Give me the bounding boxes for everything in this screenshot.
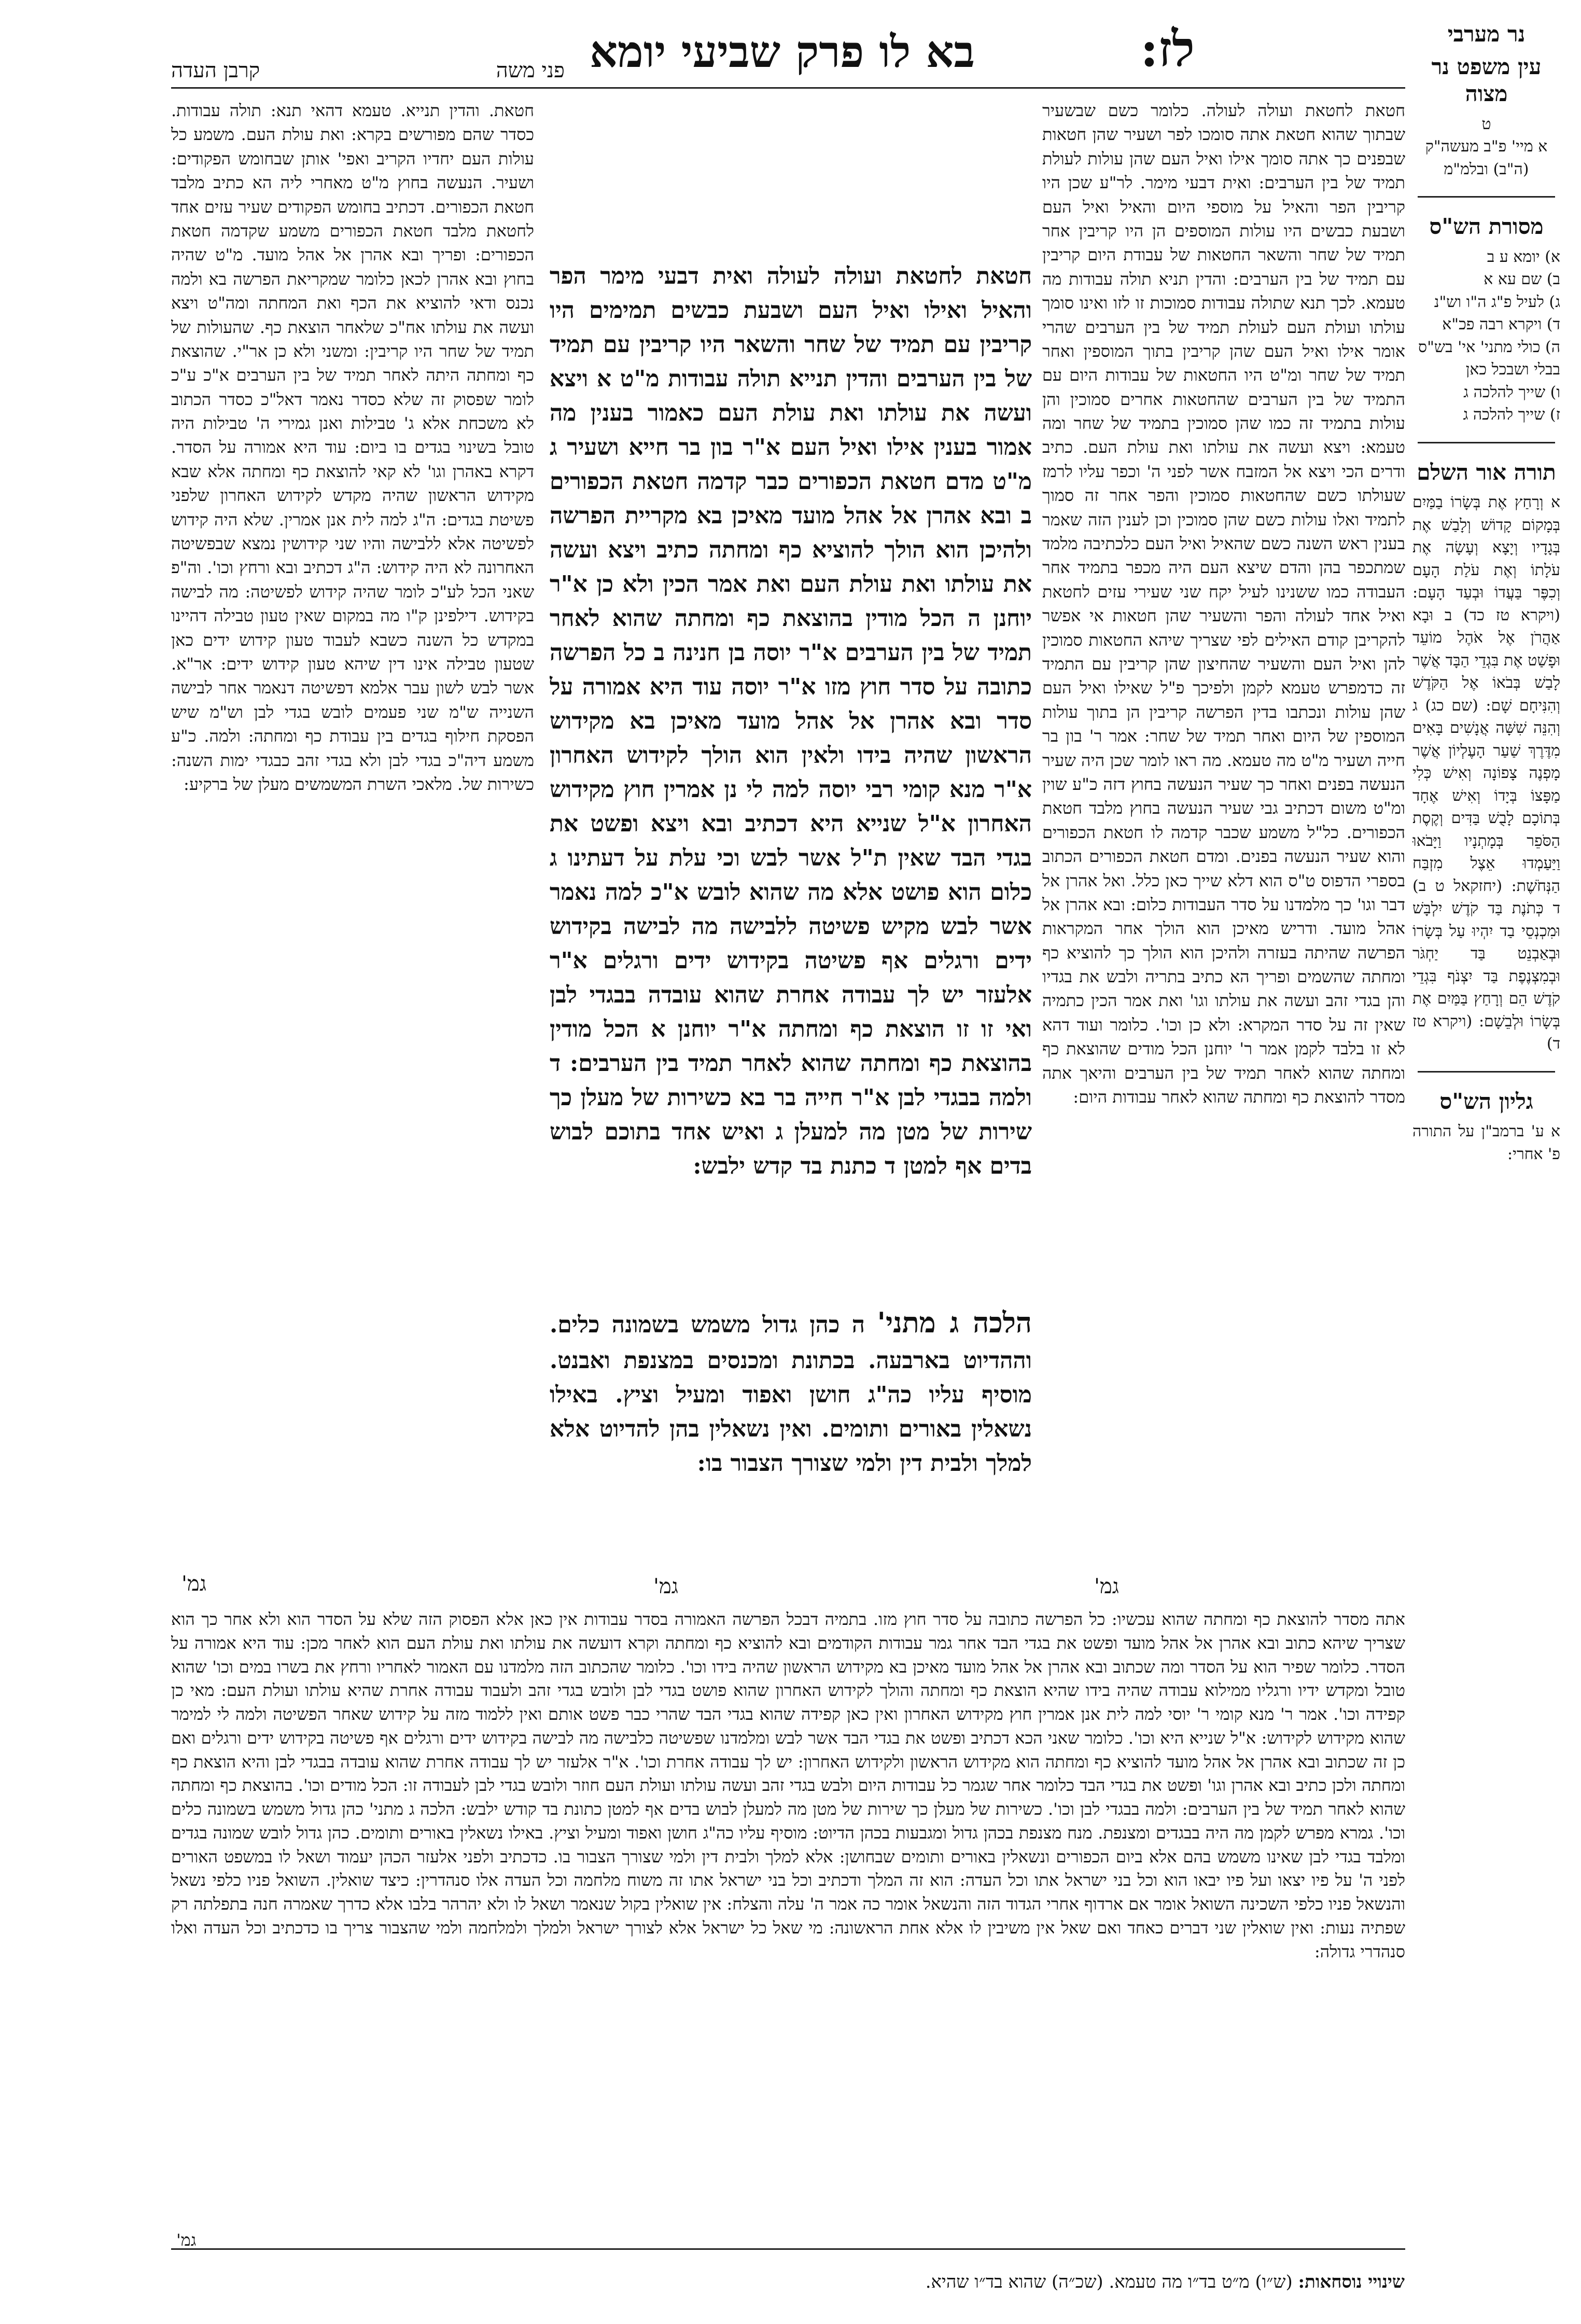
mishnah-text: ה כהן גדול משמש בשמונה כלים. וההדיוט בארבעה. בכתונת ומכנסים במצנפת ואבנט. מוסיף עליו כה"ג חושן ואפוד ומעיל וציץ. באילו נשאלין באורים ותומים. ואין נשאלין בהן להדיוט אלא למלך ולבית דין ולמי שצורך הצבור בו: bbox=[550, 1312, 1032, 1477]
left-commentary-title: קרבן העדה bbox=[171, 59, 260, 82]
gemara-label: גמ' bbox=[1094, 1575, 1119, 1598]
footer-divider bbox=[171, 2248, 1405, 2250]
gemara-label: גמ' bbox=[653, 1575, 678, 1598]
folio-number: לז: bbox=[1140, 21, 1195, 78]
masoret-item: בבלי ושבכל כאן bbox=[1465, 360, 1560, 379]
mishnah-heading: הלכה ג מתני' bbox=[877, 1306, 1032, 1339]
ein-mishpat-item: ט bbox=[1481, 115, 1491, 133]
mishnah-block bbox=[550, 1302, 1032, 1571]
ner-maaravi-title: נר מערבי bbox=[1447, 21, 1526, 47]
catchword: גמ' bbox=[176, 2230, 197, 2250]
right-commentary-title: פני משה bbox=[496, 59, 565, 82]
gilyon-title: גליון הש"ס bbox=[1439, 1088, 1533, 1114]
ein-mishpat-item: (ה"ב) ובלמ"מ bbox=[1444, 160, 1529, 178]
margin-divider bbox=[1418, 442, 1555, 443]
ein-mishpat-title: עין משפט נר מצוה bbox=[1431, 53, 1542, 106]
korban-haedah-commentary: חטאת. והדין תנייא. טעמא דהאי תנא: תולה עבודות. כסדר שהם מפורשים בקרא: ואת עולת העם. משמע כל עולות העם יחדיו הקריב ואפי' אותן שבחומש הפקודים: ושעיר. הנעשה בחוץ מ"ט מאחרי ליה הא כתיב מלבד חטאת הכפורים. דכתיב בחומש הפקודים שעיר עזים אחד לחטאת מלבד חטאת הכפורים משמע שקדמה חטאת הכפורים: ופריך ובא אהרן אל אהל מועד. מ"ט שהיה בחוץ ובא אהרן לכאן כלומר שמקריאת הפרשה בא ולמה נכנס ודאי להוציא את הכף ואת המחתה ומה"ט ויצא ועשה את עולתו אח"כ שלאחר הוצאת כף. שהעולות של תמיד של שחר היו קריבין: ומשני ולא כן אר"י. שהוצאת כף ומחתה היתה לאחר תמיד של בין הערבים א"כ ע"כ לומר שפסוק זה שלא כסדר נאמר דאל"כ כסדר הכתוב לא משכחת אלא ג' טבילות ואנן גמירי ה' טבילות היה טובל בשינוי בגדים בו ביום: עוד היא אמורה על הסדר. דקרא באהרן וגו' לא קאי להוצאת כף ומחתה אלא שבא מקידוש הראשון שהיה מקדש לקידוש האחרון שלפני פשיטת בגדים: ה"ג למה לית אנן אמרין. שלא היה קידוש לפשיטה אלא ללבישה והיו שני קידושין נמצא שבפשיטה האחרונה לא היה קידוש: ה"ג דכתיב ובא ורחץ וכו'. וה"פ שאני הכל לע"כ לומר שהיה קידוש לפשיטה: מה לבישה בקידוש. דילפינן ק"ו מה במקום שאין טעון טבילה דהיינו במקדש כל השנה כשבא לעבוד טעון קידוש ידים כאן שטעון טבילה אינו דין שיהא טעון קידוש ידים: אר"א. אשר לבש לשון עבר אלמא דפשיטה דנאמר אחר לבישה השנייה ש"מ שני פעמים לובש בגדי לבן וש"מ שיש הפסקת חילוף בגדים בין עבודת כף ומחתה: ולמה. כ"ע משמע דיה"כ בגדי לבן ולא בגדי זהב כבגדי ימות השנה: כשירות של. מלאכי השרת המשמשים מעלן של ברקיע: bbox=[171, 101, 534, 794]
gilyon-text: א ע' ברמב"ן על התורה פ' אחרי: bbox=[1412, 1122, 1560, 1163]
masoret-item: ה) כולי מתני' אי' בש"ס bbox=[1418, 338, 1560, 356]
margin-divider bbox=[1418, 1071, 1555, 1073]
margin-column bbox=[1412, 21, 1560, 1165]
ein-mishpat-item: א מיי' פ"ב מעשה"ק bbox=[1425, 137, 1548, 156]
header-divider bbox=[171, 87, 1405, 89]
page-title: בא לו פרק שביעי יומא bbox=[590, 26, 975, 77]
pnei-moshe-commentary: חטאת לחטאת ועולה לעולה. כלומר כשם שבשעיר שבתוך שהוא חטאת אתה סומכו לפר ושעיר שהן חטאות שבפנים כך אתה סומך אילו ואיל העם שהן עולות לעולת תמיד של בין הערבים: ואית דבעי מימר. לר"ע שכן היו קריבין הפר והאיל על מוספי היום והאיל ואיל העם ושבעת כבשים היו עולות המוספים הן היו קריבין אחר תמיד של שחר והשאר החטאות של עבודת היום קריבין עם תמיד של בין הערבים: והדין תניא תולה עבודות מה טעמא. לכך תנא שתולה עבודות סמוכות זו לזו ואינו סומך עולתו ועולת העם לעולת תמיד של בין הערבים שהרי אומר אילו ואיל העם שהן קריבין בתוך המוספין ואחר תמיד של שחר ומ"ט היו החטאות של עבודות היום עם התמיד של בין הערבים שהחטאות אחרים סמוכין והן עולות בתמיד זה כמו שהן סמוכין בתמיד של שחר ומה טעמא: ויצא ועשה את עולתו ואת עולת העם. כתיב ודרים הכי ויצא אל המזבח אשר לפני ה' וכפר עליו לרמז שעולתו כשם שהחטאות סמוכין והפר אחר זה סמוך לתמיד ואלו עולות כשם שהן סמוכין וכן לענין הזה שאמר בענין ראש השנה כשם שהאיל ואיל העם כלכתיבה מלמד שמתכפר בהן והדם שיצא העם היה מכפר בתמיד אחר העבודה כמו ששנינו לעיל יקח שני שעירי עזים לחטאת ואיל אחד לעולה והפר והשעיר שהן חטאות אי אפשר להקריבן קודם האילים לפי שצריך שיהא החטאות סמוכין להן ואיל העם והשעיר שהחיצון שהן קריבין עם התמיד זה כדמפרש טעמא לקמן ולפיכך פ"ל שאילו ואיל העם שהן עולות ונכתבו בדין הפרשה קריבין הן בתוך עולות המוספין של היום ואחר תמיד של שחר: אמר ר' בון בר חייה ושעיר מ"ט מה טעמא. מה ראו לומר שכן היה שעיר הנעשה בפנים ואחר כך שעיר הנעשה בחוץ דזה כ"ע שוין ומ"ט משום דכתיב גבי שעיר הנעשה בחוץ מלבד חטאת הכפורים. כל"ל משמע שכבר קדמה לו חטאת הכפורים והוא שעיר הנעשה בפנים. ומדם חטאת הכפורים הכתוב בספרי הדפוס ט"ס הוא דלא שייך כאן כלל. ואל אהרן אל דבר וגו' כך מלמדנו על סדר העבודות כלום: ובא אהרן אל אהל מועד. ודריש מאיכן הוא הולך אחר המקראות הפרשה שהיתה בעזרה ולהיכן הוא הולך כך להוציא כף ומחתה שהשמים ופריך הא כתיב בתריה ולבש את בגדיו והן בגדי זהב ועשה את עולתו וגו' ואת אמר הכין כתמיה שאין זה על סדר המקרא: ולא כן וכו'. כלומר ועוד דהא לא זו בלבד לקמן אמר ר' יוחנן הכל מודים שהוצאת כף ומחתה שהוא לאחר תמיד של בין הערבים והיאך אתה מסדר להוצאת כף ומחתה שהוא לאחר עבודות היום: bbox=[1042, 101, 1405, 1107]
masoret-item: ז) שייך להלכה ג bbox=[1463, 406, 1560, 424]
margin-divider bbox=[1418, 196, 1555, 198]
masoret-item: ו) שייך להלכה ג bbox=[1463, 383, 1560, 401]
main-text: חטאת לחטאת ועולה לעולה ואית דבעי מימר הפר והאיל ואילו ואיל העם ושבעת כבשים תמימים היו קריבין עם תמיד של שחר והשאר היו קריבין עם תמיד של בין הערבים והדין תנייא תולה עבודות מ"ט א ויצא ועשה את עולתו ואת עולת העם כאמור בענין מה אמור בענין אילו ואיל העם א"ר בון בר חייא ושעיר ג מ"ט מדם חטאת הכפורים כבר קדמה חטאת הכפורים ב ובא אהרן אל אהל מועד מאיכן בא מקריית הפרשה ולהיכן הוא הולך להוציא כף ומחתה כתיב ויצא ועשה את עולתו ואת עולת העם ואת אמר הכין ולא כן א"ר יוחנן ה הכל מודין בהוצאת כף ומחתה שהוא לאחר תמיד של בין הערבים א"ר יוסה בן חנינה ב כל הפרשה כתובה על סדר חוץ מזו א"ר יוסה עוד היא אמורה על סדר ובא אהרן אל אהל מועד מאיכן בא מקידוש הראשון שהיה בידו ולאין הוא הולך לקידוש האחרון א"ר מנא קומי רבי יוסה למה לי נן אמרין חוץ מקידוש האחרון א"ל שנייא היא דכתיב ובא ויצא ופשט את בגדי הבד שאין ת"ל אשר לבש וכי עלת על דעתינו ג כלום הוא פושט אלא מה שהוא לובש א"כ למה נאמר אשר לבש מקיש פשיטה ללבישה מה לבישה בקידוש ידים ורגלים אף פשיטה בקידוש ידים ורגלים א"ר אלעזר יש לך עבודה אחרת שהוא עובדה בבגדי לבן ואי זו זו הוצאת כף ומחתה א"ר יוחנן א הכל מודין בהוצאת כף ומחתה שהוא לאחר תמיד בין הערבים: ד ולמה בבגדי לבן א"ר חייה בר בא כשירות של מעלן כך שירות של מטן מה למעלן ג ואיש אחד בתוכם לבוש בדים אף למטן ד כתנת בד קדש ילבש: bbox=[550, 263, 1032, 1179]
masoret-item: א) יומא ע ב bbox=[1487, 247, 1560, 266]
variant-readings bbox=[926, 2272, 1405, 2292]
gemara-label: גמ' bbox=[181, 1572, 206, 1596]
bottom-commentary: אתה מסדר להוצאת כף ומחתה שהוא עכשיו: כל הפרשה כתובה על סדר חוץ מזו. בתמיה דבכל הפרשה האמורה בסדר עבודות אין כאן אלא הפסוק הזה שלא על הסדר הוא ולא אחר כך הוא שצריך שיהא כתוב ובא אהרן אל אהל מועד ופשט את בגדי הבד אחר גמר עבודות הקודמים ובא להוציא כף ומחתה וקרא דועשה את עולתו ואת עולת העם הוא לאחר מכן: עוד היא אמורה על הסדר. כלומר שפיר הוא על הסדר ומה שכתוב ובא אהרן אל אהל מועד מאיכן בא מקידוש הראשון שהיה בידו וכו'. כלומר שהכתוב הזה מלמדנו עם האמור לאחריו ורחץ את בשרו במים וכו' שהוא טובל ומקדש ידיו ורגליו ממילוא עבודה שהיה בידו שהיא הוצאת כף ומחתה והולך לקידוש האחרון שהוא פושט בגדי לבן ולובש בגדי זהב ולעבוד עבודה אחרת שהיא עולתו ועולת העם: מאי כן קפידה וכו'. אמר ר' מנא קומי ר' יוסי למה לית אנן אמרין חוץ מקידוש האחרון ואין כאן קפידה שהוא בגדי הבד שהרי כבר פשט אותם ואין ללמוד מזה על קידוש שאחר הפשיטה ולמה לי למימר שהוא מקידוש לקידוש: א"ל שנייא היא וכו'. כלומר שאני הכא דכתיב ופשט את בגדי הבד אשר לבש ומלמדנו שפשיטה כלבישה מה לבישה בקידוש ידים ורגלים אף פשיטה בקידוש ידים ורגלים ואם כן זה שכתוב ובא אהרן אל אהל מועד להוציא כף ומחתה הוא מקידוש הראשון ולקידוש האחרון: יש לך עבודה אחרת וכו'. א"ר אלעזר יש לך עבודה אחרת שהוא עובדה בבגדי לבן והיא הוצאת כף ומחתה ולכן כתיב ובא אהרן וגו' ופשט את בגדי הבד כלומר אחר שגמר כל עבודות היום ולבש בגדי זהב ועשה עולתו ועולת העם חוזר ולובש בגדי לבן לעבודה זו: הכל מודים וכו'. בהוצאת כף ומחתה שהוא לאחר תמיד של בין הערבים: ולמה בבגדי לבן וכו'. כשירות של מעלן כך שירות של מטן מה למעלן לבוש בדים אף למטן כתונת בד קודש ילבש: הלכה ג מתני' כהן גדול משמש בשמונה כלים וכו'. גמרא מפרש לקמן מה היה בבגדים ומצנפת. מנח מצנפת בכהן גדול ומגבעות בכהן הדיוט: מוסיף עליו כה"ג חושן ואפוד ומעיל וציץ. באילו נשאלין באורים ותומים. כהן גדול לובש שמונה בגדים ומלבד בגדי לבן שאינו משמש בהם אלא ביום הכפורים ונשאלין באורים ותומים שבחושן: אלא למלך ולבית דין ולמי שצורך הצבור בו. כדכתיב ולפני אלעזר הכהן יעמוד ושאל לו במשפט האורים לפני ה' על פיו יצאו ועל פיו יבאו הוא וכל בני ישראל אתו וכל העדה: הוא זה המלך ודכתיב וכל בני ישראל אתו זה משוח מלחמה וכל העדה אלו סנהדרין: כיצד שואלין. השואל פניו כלפי נשאל והנשאל פניו כלפי השכינה השואל אומר אם ארדוף אחרי הגדוד הזה והנשאל אומר כה אמר ה' עלה והצלח: אין שואלין בקול שנאמר ושאל לו ולא יהרהר בלבו אלא כדרך שאמרה חנה בתפלתה רק שפתיה נעות: ואין שואלין שני דברים כאחד ואם שאל אין משיבין לו אלא אחת הראשונה: מי שאל כל ישראל אלא לצורך ישראל ולמלך ולמלחמה ולמי שהצבור צריך בו כדכתיב וכל העדה ואלו סנהדרי גדולה: bbox=[171, 1609, 1405, 1961]
variant-readings-label: שינויי נוסחאות: bbox=[1298, 2272, 1405, 2292]
masoret-item: ג) לעיל פ"ג ה"ו וש"נ bbox=[1434, 293, 1560, 311]
variant-readings-text: (ש״ו) מ״ט בד״ו מה טעמא. (שכ״ה) שהוא בד״ו שהיא. bbox=[925, 2272, 1293, 2292]
masoret-title: מסורת הש"ס bbox=[1429, 214, 1544, 239]
masoret-item: ב) שם עא א bbox=[1484, 270, 1560, 288]
masoret-item: ד) ויקרא רבה פכ"א bbox=[1442, 315, 1560, 333]
torah-or-title: תורה אור השלם bbox=[1417, 459, 1556, 485]
torah-or-text: א וְרָחַץ אֶת בְּשָׂרוֹ בַמַּיִם בְּמָקוֹם קָדוֹשׁ וְלָבַשׁ אֶת בְּגָדָיו וְיָצָא וְעָשָׂה אֶת עֹלָתוֹ וְאֶת עֹלַת הָעָם וְכִפֶּר בַּעֲדוֹ וּבְעַד הָעָם: (ויקרא טז כד) ב וּבָא אַהֲרֹן אֶל אֹהֶל מוֹעֵד וּפָשַׁט אֶת בִּגְדֵי הַבָּד אֲשֶׁר לָבַשׁ בְּבֹאוֹ אֶל הַקֹּדֶשׁ וְהִנִּיחָם שָׁם: (שם כג) ג וְהִנֵּה שִׁשָּׁה אֲנָשִׁים בָּאִים מִדֶּרֶךְ שַׁעַר הָעֶלְיוֹן אֲשֶׁר מָפְנֶה צָפוֹנָה וְאִישׁ כְּלִי מַפָּצוֹ בְּיָדוֹ וְאִישׁ אֶחָד בְּתוֹכָם לָבֻשׁ בַּדִּים וְקֶסֶת הַסֹּפֵר בְּמָתְנָיו וַיָּבֹאוּ וַיַּעַמְדוּ אֵצֶל מִזְבַּח הַנְּחֹשֶׁת: (יחזקאל ט ב) ד כְּתֹנֶת בַּד קֹדֶשׁ יִלְבָּשׁ וּמִכְנְסֵי בַד יִהְיוּ עַל בְּשָׂרוֹ וּבְאַבְנֵט בַּד יַחְגֹּר וּבְמִצְנֶפֶת בַּד יִצְנֹף בִּגְדֵי קֹדֶשׁ הֵם וְרָחַץ בַּמַּיִם אֶת בְּשָׂרוֹ וּלְבֵשָׁם: (ויקרא טז ד) bbox=[1412, 493, 1560, 1053]
